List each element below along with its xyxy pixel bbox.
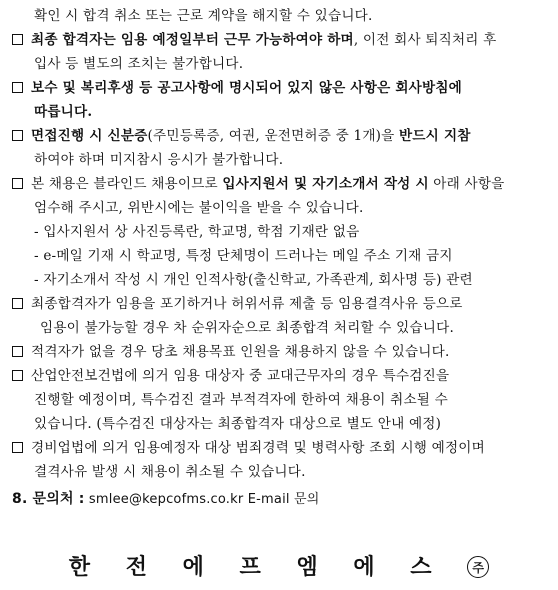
- line-text: (주민등록증, 여권, 운전면허증 중 1개)을: [147, 128, 400, 144]
- bold-text: 반드시 지참: [399, 128, 471, 144]
- line-text: 진행할 예정이며, 특수검진 결과 부적격자에 한하여 채용이 취소될 수: [34, 392, 448, 408]
- bold-text: 따릅니다.: [34, 104, 93, 120]
- line-text: 확인 시 합격 취소 또는 근로 계약을 해지할 수 있습니다.: [34, 8, 373, 24]
- checkbox-square-icon: [12, 34, 23, 45]
- text-line: [40, 316, 454, 340]
- line-text: - 자기소개서 작성 시 개인 인적사항(출신학교, 가족관계, 회사명 등) 관련: [34, 272, 473, 288]
- line-text: 산업안전보건법에 의거 임용 대상자 중 교대근무자의 경우 특수검진을: [31, 368, 450, 384]
- circled-ju-mark: 주: [467, 556, 489, 578]
- text-line: [34, 388, 448, 412]
- line-text: - e-메일 기재 시 학교명, 특정 단체명이 드러나는 메일 주소 기재 금지: [34, 248, 453, 264]
- line-text: 임용이 불가능할 경우 차 순위자순으로 최종합격 처리할 수 있습니다.: [40, 320, 454, 336]
- line-text: 최종합격자가 임용을 포기하거나 허위서류 제출 등 임용결격사유 등으로: [31, 296, 463, 312]
- bullet-item-id-card: [12, 124, 471, 148]
- bullet-item-disqualification: [12, 292, 463, 316]
- line-text: 입사 등 별도의 조치는 불가합니다.: [34, 56, 244, 72]
- checkbox-square-icon: [12, 82, 23, 93]
- bold-text: 최종 합격자는 임용 예정일부터 근무 가능하여야 하며: [31, 32, 354, 48]
- bold-text: 입사지원서 및 자기소개서 작성 시: [222, 176, 429, 192]
- bullet-item-benefits: [12, 76, 462, 100]
- bullet-item-start-date: [12, 28, 496, 52]
- line-text: 하여야 하며 미지참시 응시가 불가합니다.: [34, 152, 284, 168]
- sub-item: [34, 220, 359, 244]
- bullet-item-health-check: [12, 364, 449, 388]
- text-line: [34, 148, 283, 172]
- checkbox-square-icon: [12, 346, 23, 357]
- bold-text: 면접진행 시 신분증: [31, 128, 148, 144]
- text-line: [34, 100, 92, 124]
- bullet-item-background-check: [12, 436, 485, 460]
- line-text: 경비업법에 의거 임용예정자 대상 범죄경력 및 병력사항 조회 시행 예정이며: [31, 440, 485, 456]
- text-line: [34, 412, 441, 436]
- text-line: [34, 196, 363, 220]
- company-name-text: 한 전 에 프 엠 에 스: [68, 554, 446, 580]
- checkbox-square-icon: [12, 178, 23, 189]
- contact-label: 8. 문의처 :: [12, 491, 85, 507]
- checkbox-square-icon: [12, 298, 23, 309]
- bullet-item-blind-hiring: [12, 172, 504, 196]
- line-text: 결격사유 발생 시 채용이 취소될 수 있습니다.: [34, 464, 306, 480]
- text-line: [34, 460, 306, 484]
- line-text: 본 채용은 블라인드 채용이므로: [31, 176, 223, 192]
- text-line: [34, 52, 243, 76]
- company-name: [0, 550, 558, 581]
- checkbox-square-icon: [12, 130, 23, 141]
- checkbox-square-icon: [12, 370, 23, 381]
- bullet-item-no-candidate: [12, 340, 450, 364]
- checkbox-square-icon: [12, 442, 23, 453]
- line-text: 적격자가 없을 경우 당초 채용목표 인원을 채용하지 않을 수 있습니다.: [31, 344, 450, 360]
- contact-email: smlee@kepcofms.co.kr: [88, 492, 244, 507]
- sub-item: [34, 268, 473, 292]
- line-text: 있습니다. (특수검진 대상자는 최종합격자 대상으로 별도 안내 예정): [34, 416, 442, 432]
- contact-suffix: E-mail 문의: [247, 492, 320, 507]
- bold-text: 보수 및 복리후생 등 공고사항에 명시되어 있지 않은 사항은 회사방침에: [31, 80, 463, 96]
- line-text: - 입사지원서 상 사진등록란, 학교명, 학점 기재란 없음: [34, 224, 360, 240]
- sub-item: [34, 244, 453, 268]
- line-text: 아래 사항을: [428, 176, 505, 192]
- line-text: , 이전 회사 퇴직처리 후: [353, 32, 497, 48]
- text-line: [34, 4, 373, 28]
- line-text: 엄수해 주시고, 위반시에는 불이익을 받을 수 있습니다.: [34, 200, 364, 216]
- contact-line: [12, 487, 320, 512]
